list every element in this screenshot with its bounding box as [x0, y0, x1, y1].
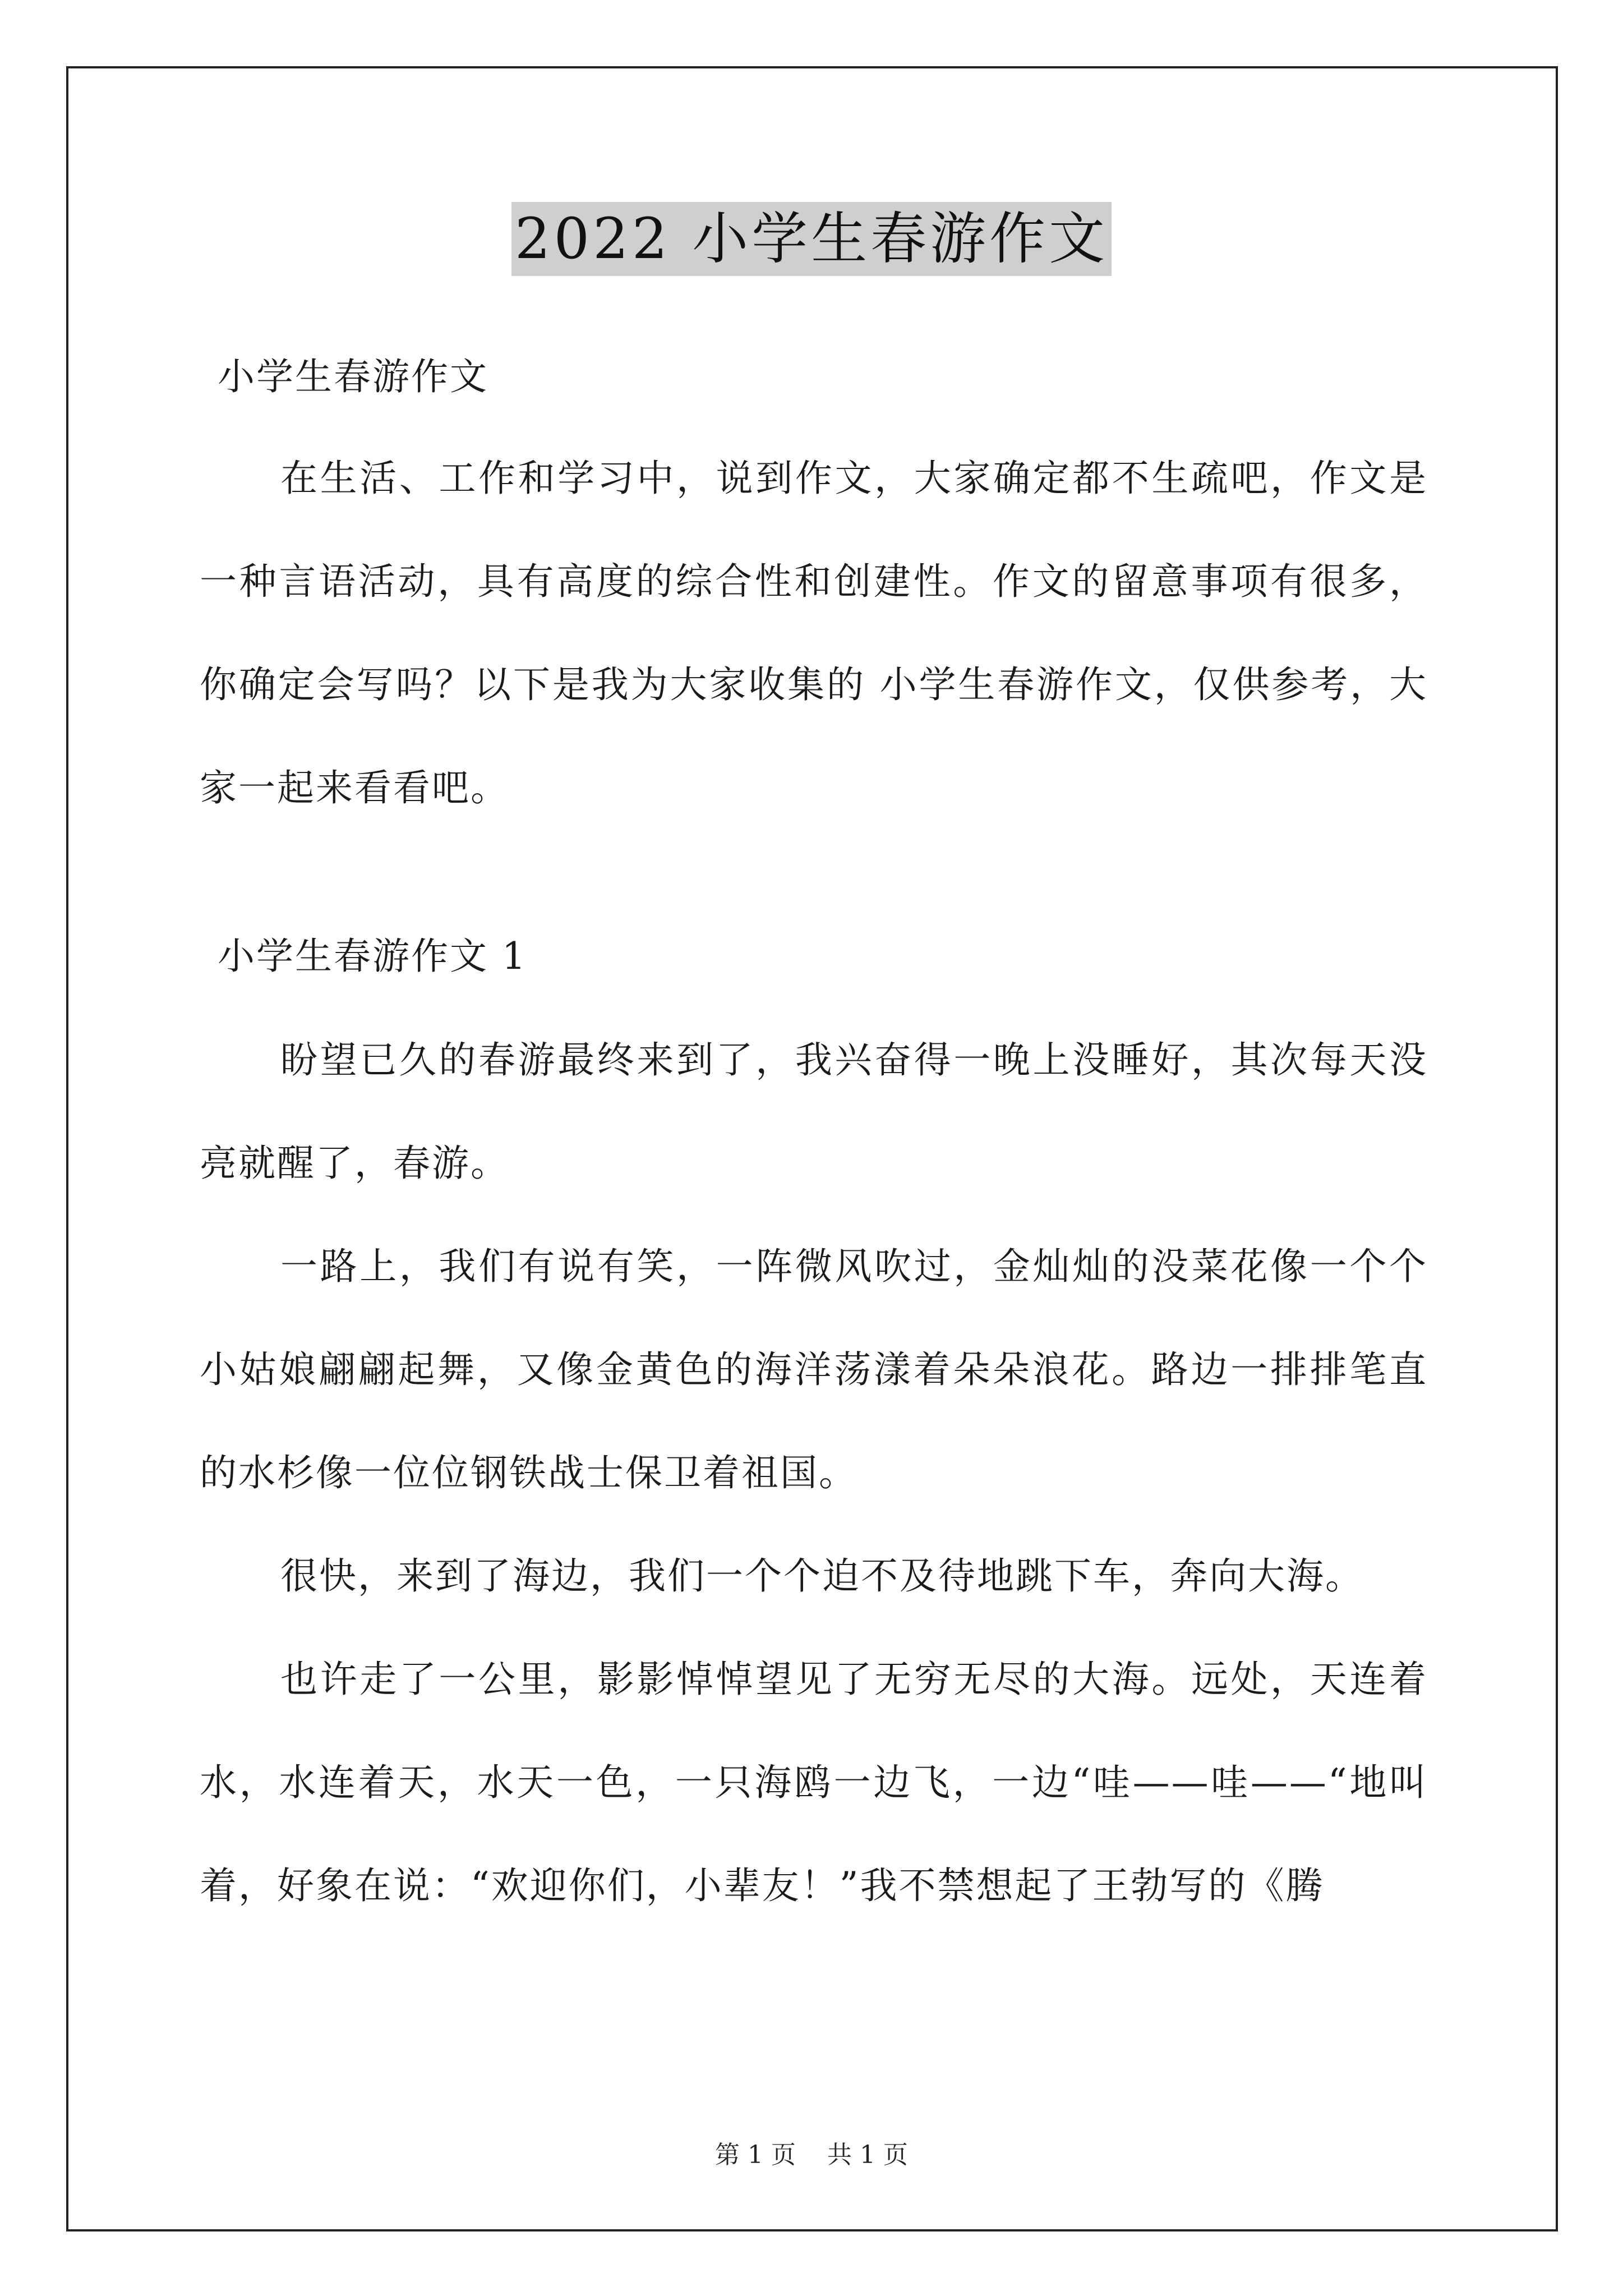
body-paragraph: 很快，来到了海边，我们一个个迫不及待地跳下车，奔向大海。 — [280, 1554, 1364, 1598]
intro-paragraph: 在生活、工作和学习中，说到作文，大家确定都不生疏吧，作文是一种言语活动，具有高度的综合性和创建性。作文的留意事项有很多，你确定会写吗？以下是我为大家收集的 小学生春游作文，仅供参考，大家一起来看看吧。 — [200, 457, 1428, 809]
document-body — [200, 314, 1428, 1938]
page-number-current: 第 1 页 — [715, 2141, 796, 2169]
body-paragraph: 盼望已久的春游最终来到了，我兴奋得一晚上没睡好，其次每天没亮就醒了，春游。 — [200, 1038, 1428, 1185]
page-number-total: 共 1 页 — [827, 2141, 908, 2169]
document-subtitle: 小学生春游作文 — [218, 355, 488, 398]
page-footer — [0, 2134, 1623, 2170]
section-heading: 小学生春游作文 1 — [218, 935, 527, 978]
body-paragraph: 也许走了一公里，影影悼悼望见了无穷无尽的大海。远处，天连着水，水连着天，水天一色，一只海鸥一边飞，一边“哇——哇——“地叫着，好象在说：“欢迎你们，小辈友！”我不禁想起了王勃写的《腾 — [200, 1658, 1428, 1907]
title-area — [0, 202, 1623, 276]
document-title: 2022 小学生春游作文 — [511, 202, 1112, 276]
body-paragraph: 一路上，我们有说有笑，一阵微风吹过，金灿灿的没菜花像一个个小姑娘翩翩起舞，又像金黄色的海洋荡漾着朵朵浪花。路边一排排笔直的水杉像一位位钢铁战士保卫着祖国。 — [200, 1245, 1428, 1494]
